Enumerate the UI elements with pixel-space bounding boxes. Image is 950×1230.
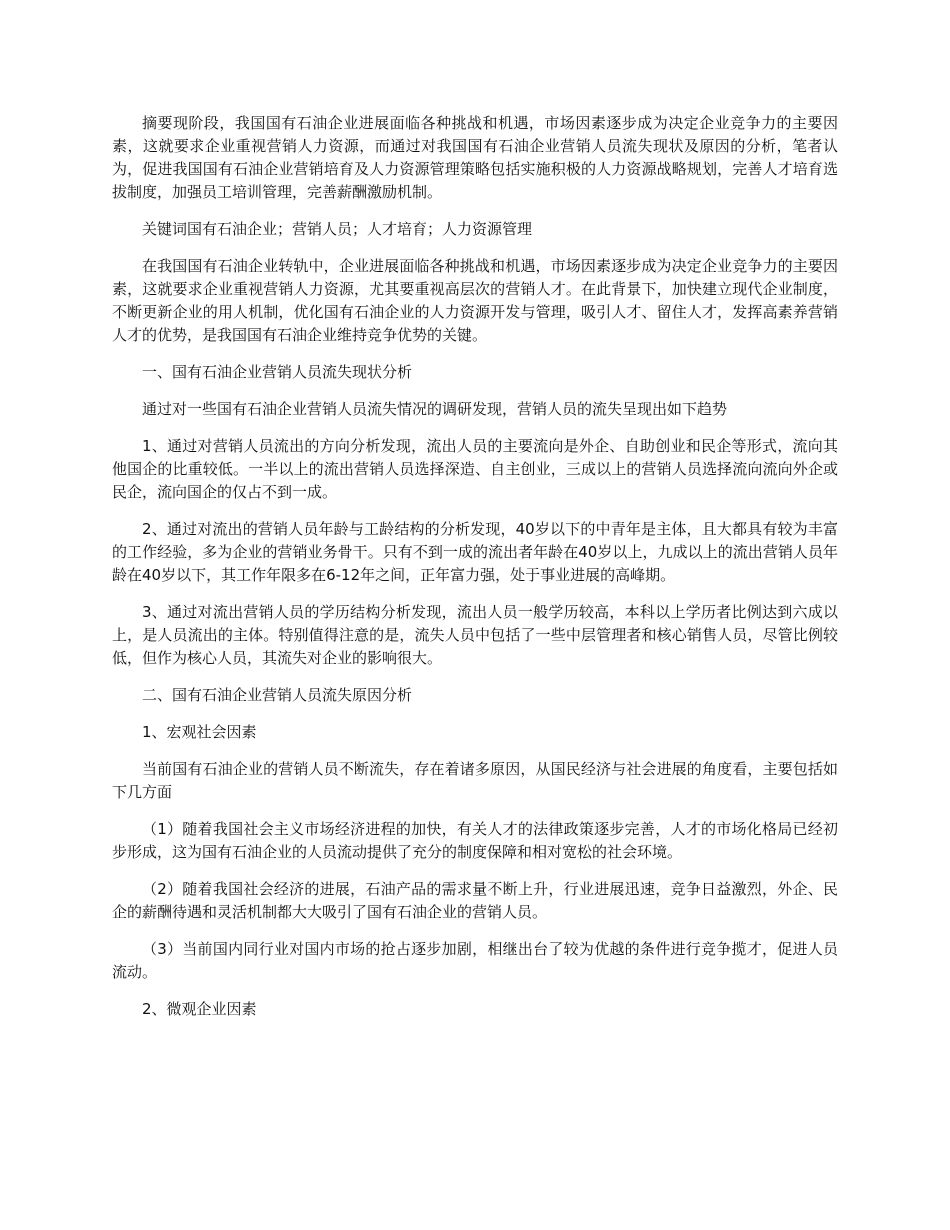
body-paragraph: 当前国有石油企业的营销人员不断流失，存在着诸多原因，从国民经济与社会进展的角度看，主要包括如下几方面 <box>112 760 838 801</box>
sub-item-1: （1）随着我国社会主义市场经济进程的加快，有关人才的法律政策逐步完善，人才的市场化格局已经初步形成，这为国有石油企业的人员流动提供了充分的制度保障和相对宽松的社会环境。 <box>112 820 838 861</box>
sub-item-3: （3）当前国内同行业对国内市场的抢占逐步加剧，相继出台了较为优越的条件进行竞争揽才，促进人员流动。 <box>112 940 838 981</box>
sub-item-2: （2）随着我国社会经济的进展，石油产品的需求量不断上升，行业进展迅速，竞争日益激烈，外企、民企的薪酬待遇和灵活机制都大大吸引了国有石油企业的营销人员。 <box>112 880 838 921</box>
section-heading-1: 一、国有石油企业营销人员流失现状分析 <box>142 363 413 381</box>
subsection-heading-2: 2、微观企业因素 <box>142 1000 257 1018</box>
list-item-3: 3、通过对流出营销人员的学历结构分析发现，流出人员一般学历较高，本科以上学历者比例达到六成以上，是人员流出的主体。特别值得注意的是，流失人员中包括了一些中层管理者和核心销售人员，尽管比例较低，但作为核心人员，其流失对企业的影响很大。 <box>112 603 838 667</box>
section-heading-2: 二、国有石油企业营销人员流失原因分析 <box>142 686 413 704</box>
abstract-paragraph: 摘要现阶段，我国国有石油企业进展面临各种挑战和机遇，市场因素逐步成为决定企业竞争力的主要因素，这就要求企业重视营销人力资源，而通过对我国国有石油企业营销人员流失现状及原因的分析，笔者认为，促进我国国有石油企业营销培育及人力资源管理策略包括实施积极的人力资源战略规划，完善人才培育选拔制度，加强员工培训管理，完善薪酬激励机制。 <box>112 114 838 201</box>
list-item-1: 1、通过对营销人员流出的方向分析发现，流出人员的主要流向是外企、自助创业和民企等形式，流向其他国企的比重较低。一半以上的流出营销人员选择深造、自主创业，三成以上的营销人员选择流向流向外企或民企，流向国企的仅占不到一成。 <box>112 437 838 501</box>
list-item-2: 2、通过对流出的营销人员年龄与工龄结构的分析发现，40岁以下的中青年是主体，且大都具有较为丰富的工作经验，多为企业的营销业务骨干。只有不到一成的流出者年龄在40岁以上，九成以上的流出营销人员年龄在40岁以下，其工作年限多在6-12年之间，正年富力强，处于事业进展的高峰期。 <box>112 520 838 584</box>
keywords-paragraph: 关键词国有石油企业；营销人员；人才培育；人力资源管理 <box>142 220 533 238</box>
body-paragraph: 通过对一些国有石油企业营销人员流失情况的调研发现，营销人员的流失呈现出如下趋势 <box>142 400 728 418</box>
subsection-heading-1: 1、宏观社会因素 <box>142 723 257 741</box>
intro-paragraph: 在我国国有石油企业转轨中，企业进展面临各种挑战和机遇，市场因素逐步成为决定企业竞争力的主要因素，这就要求企业重视营销人力资源，尤其要重视高层次的营销人才。在此背景下，加快建立现代企业制度，不断更新企业的用人机制，优化国有石油企业的人力资源开发与管理，吸引人才、留住人才，发挥高素养营销人才的优势，是我国国有石油企业维持竞争优势的关键。 <box>112 257 838 344</box>
